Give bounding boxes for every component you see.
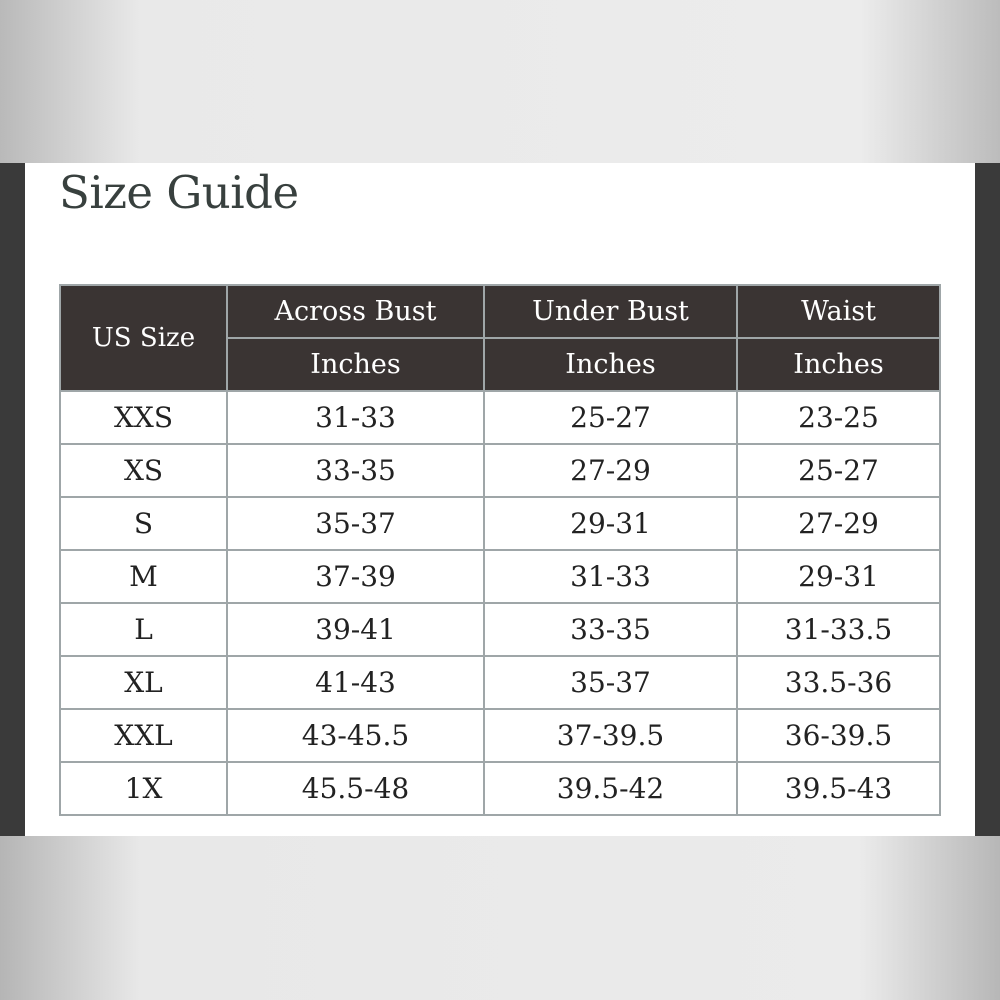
left-dark-bar [0,163,25,836]
table-body [60,391,940,815]
bottom-photo-band [0,836,1000,1000]
size-cell: S [60,497,227,550]
table-row [60,709,940,762]
table-row [60,550,940,603]
right-dark-bar [975,163,1000,836]
across-bust-cell: 43-45.5 [227,709,484,762]
across-bust-cell: 41-43 [227,656,484,709]
across-bust-cell: 33-35 [227,444,484,497]
across-bust-cell: 45.5-48 [227,762,484,815]
waist-cell: 39.5-43 [737,762,940,815]
table-header [60,285,940,391]
waist-cell: 23-25 [737,391,940,444]
header-under-bust: Under Bust [484,285,737,338]
top-photo-band [0,0,1000,163]
table-row [60,497,940,550]
header-unit-waist: Inches [737,338,940,391]
waist-cell: 33.5-36 [737,656,940,709]
under-bust-cell: 27-29 [484,444,737,497]
page-title: Size Guide [59,166,299,219]
table-row [60,762,940,815]
under-bust-cell: 25-27 [484,391,737,444]
header-row-labels [60,285,940,338]
header-waist: Waist [737,285,940,338]
waist-cell: 27-29 [737,497,940,550]
size-cell: XXL [60,709,227,762]
header-across-bust: Across Bust [227,285,484,338]
size-chart-table [59,284,941,816]
header-unit-under-bust: Inches [484,338,737,391]
across-bust-cell: 39-41 [227,603,484,656]
size-guide-panel [25,163,975,836]
under-bust-cell: 31-33 [484,550,737,603]
size-cell: M [60,550,227,603]
table-row [60,656,940,709]
table-row [60,444,940,497]
across-bust-cell: 37-39 [227,550,484,603]
header-us-size: US Size [60,285,227,391]
waist-cell: 31-33.5 [737,603,940,656]
waist-cell: 36-39.5 [737,709,940,762]
waist-cell: 25-27 [737,444,940,497]
waist-cell: 29-31 [737,550,940,603]
under-bust-cell: 33-35 [484,603,737,656]
size-cell: L [60,603,227,656]
across-bust-cell: 35-37 [227,497,484,550]
across-bust-cell: 31-33 [227,391,484,444]
under-bust-cell: 37-39.5 [484,709,737,762]
size-cell: XXS [60,391,227,444]
size-cell: 1X [60,762,227,815]
size-cell: XS [60,444,227,497]
under-bust-cell: 39.5-42 [484,762,737,815]
header-unit-across-bust: Inches [227,338,484,391]
table-row [60,603,940,656]
size-cell: XL [60,656,227,709]
table-row [60,391,940,444]
under-bust-cell: 29-31 [484,497,737,550]
under-bust-cell: 35-37 [484,656,737,709]
